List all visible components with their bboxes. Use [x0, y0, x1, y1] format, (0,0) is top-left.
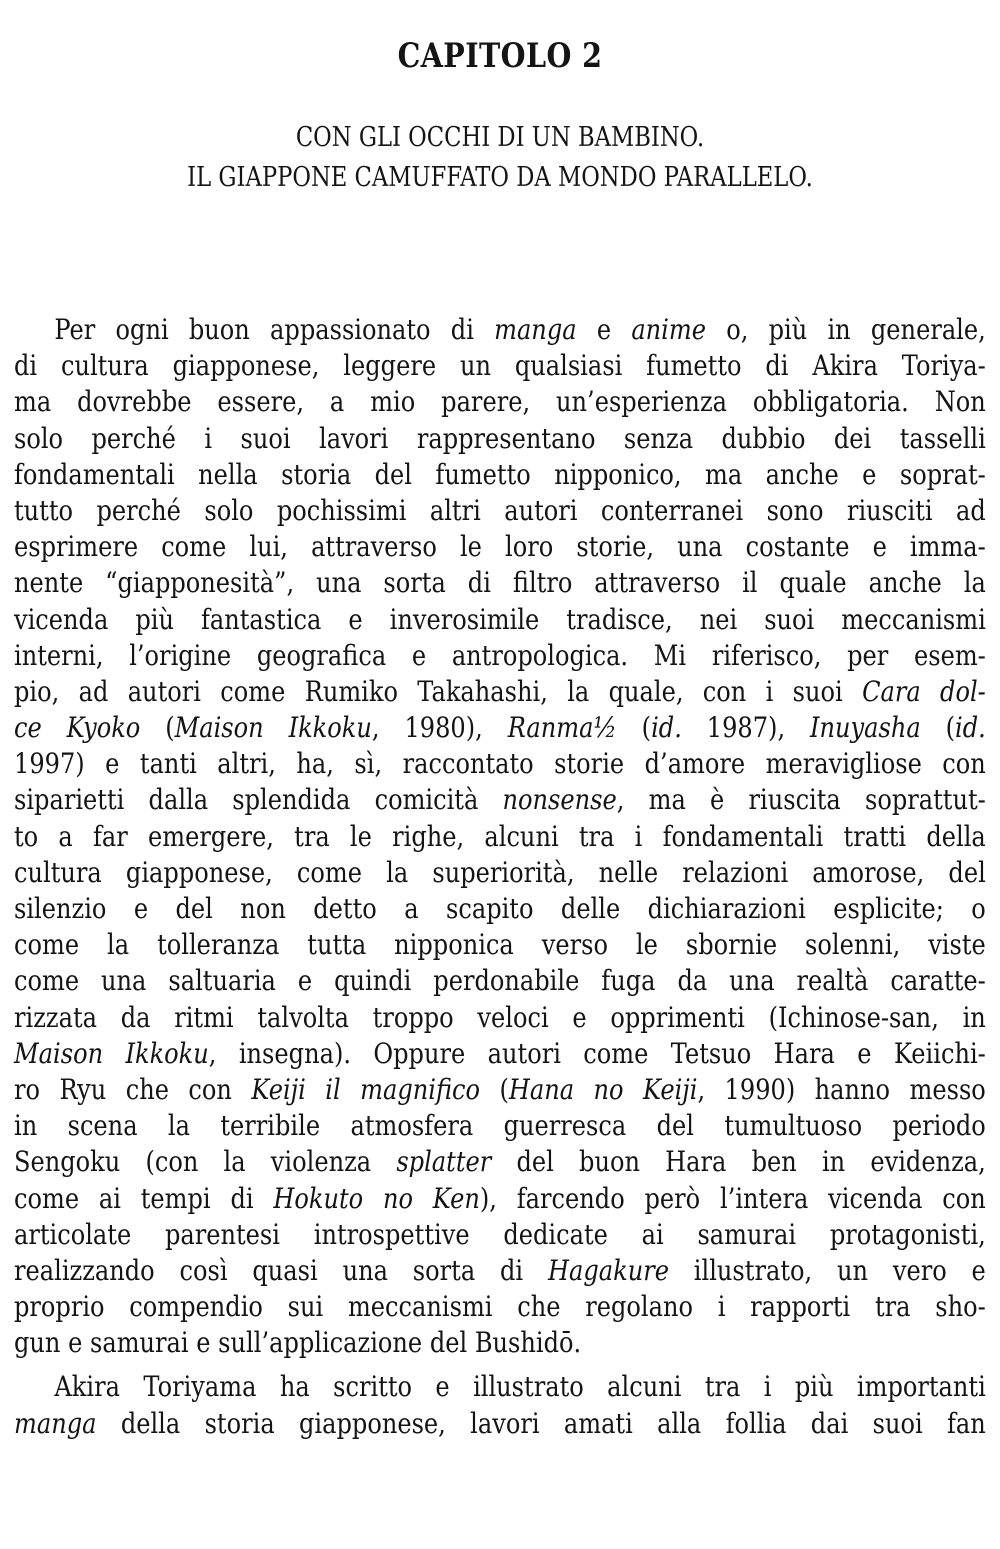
text-run: in scena la terribile atmosfera guerresca del tumultuoso periodo: [14, 1109, 986, 1143]
text-line: [14, 1289, 986, 1325]
italic-text: manga: [14, 1406, 97, 1440]
text-run: ), farcendo però l’intera vicenda con: [479, 1181, 986, 1215]
text-run: siparietti dalla splendida comicità: [14, 783, 503, 817]
text-run: tutto perché solo pochissimi altri autori conterranei sono riusciti ad: [14, 493, 986, 527]
italic-text: Keiji il magnifico: [251, 1072, 480, 1106]
text-run: di cultura giapponese, leggere un qualsiasi fumetto di Akira Toriya-: [14, 349, 986, 383]
text-run: to a far emergere, tra le righe, alcuni tra i fondamentali tratti della: [14, 819, 986, 853]
text-line: [14, 348, 986, 384]
text-line: [14, 529, 986, 565]
italic-text: Hana no Keiji: [508, 1072, 698, 1106]
text-run: fondamentali nella storia del fumetto nipponico, ma anche e soprat-: [14, 457, 986, 491]
text-line: [14, 1144, 986, 1180]
text-line: [14, 819, 986, 855]
text-run: rizzata da ritmi talvolta troppo veloci e opprimenti (Ichinose-san, in: [14, 1000, 986, 1034]
text-run: interni, l’origine geografica e antropologica. Mi riferisco, per esem-: [14, 638, 986, 672]
text-run: , insegna). Oppure autori come Tetsuo Hara e Keiichi-: [208, 1036, 986, 1070]
paragraph-1: [14, 312, 986, 1361]
text-line: [14, 1406, 986, 1442]
text-line: [14, 782, 986, 818]
paragraph-2: [14, 1369, 986, 1441]
text-run: 1997) e tanti altri, ha, sì, raccontato storie d’amore meravigliose con: [14, 747, 986, 781]
chapter-title: CAPITOLO 2: [397, 36, 603, 76]
text-run: (: [920, 711, 956, 745]
text-line: [14, 746, 986, 782]
italic-text: Hagakure: [547, 1253, 669, 1287]
text-line: [14, 1325, 986, 1361]
text-run: della storia giapponese, lavori amati alla follia dai suoi fan: [96, 1406, 986, 1440]
text-run: , ma è riuscita soprattut-: [616, 783, 986, 817]
text-run: (: [616, 711, 652, 745]
chapter-subtitle-line-2: IL GIAPPONE CAMUFFATO DA MONDO PARALLELO.: [187, 162, 813, 193]
italic-text: Maison Ikkoku: [14, 1036, 209, 1070]
body-text: [14, 312, 986, 1442]
text-line: [14, 674, 986, 710]
text-run: vicenda più fantastica e inverosimile tradisce, nei suoi meccanismi: [14, 602, 986, 636]
italic-text: id.: [955, 711, 986, 745]
text-run: 1987),: [681, 711, 811, 745]
text-run: del buon Hara ben in evidenza,: [491, 1145, 986, 1179]
text-run: come la tolleranza tutta nipponica verso le sbornie solenni, viste: [14, 928, 986, 962]
text-run: realizzando così quasi una sorta di: [14, 1253, 548, 1287]
text-line: [14, 891, 986, 927]
text-run: proprio compendio sui meccanismi che regolano i rapporti tra sho-: [14, 1290, 986, 1324]
text-line: [14, 638, 986, 674]
italic-text: Cara dol-: [862, 674, 986, 708]
paragraph-gap: [14, 1361, 986, 1369]
italic-text: Ranma½: [507, 711, 617, 745]
text-run: solo perché i suoi lavori rappresentano senza dubbio dei tasselli: [14, 421, 986, 455]
text-run: cultura giapponese, come la superiorità, nelle relazioni amorose, del: [14, 855, 986, 889]
text-run: pio, ad autori come Rumiko Takahashi, la quale, con i suoi: [14, 674, 863, 708]
text-line: [14, 384, 986, 420]
text-line: [14, 1181, 986, 1217]
italic-text: Hokuto no Ken: [273, 1181, 480, 1215]
text-run: come una saltuaria e quindi perdonabile fuga da una realtà caratte-: [14, 964, 986, 998]
text-run: illustrato, un vero e: [668, 1253, 986, 1287]
text-line: [14, 1253, 986, 1289]
text-line: [14, 602, 986, 638]
text-line: [14, 457, 986, 493]
italic-text: Inuyasha: [810, 711, 921, 745]
text-line: [14, 927, 986, 963]
text-run: silenzio e del non detto a scapito delle dichiarazioni esplicite; o: [14, 892, 986, 925]
text-line: [14, 1217, 986, 1253]
text-line: [14, 565, 986, 601]
text-line: [14, 1036, 986, 1072]
text-line: [14, 855, 986, 891]
italic-text: nonsense: [502, 783, 617, 817]
text-run: esprimere come lui, attraverso le loro storie, una costante e imma-: [14, 530, 986, 564]
text-run: (: [140, 711, 175, 745]
text-line: [14, 1108, 986, 1144]
text-run: Sengoku (con la violenza: [14, 1145, 397, 1179]
text-line: [14, 421, 986, 457]
italic-text: id.: [651, 711, 682, 745]
italic-text: anime: [631, 313, 706, 346]
text-line: [14, 493, 986, 529]
text-run: articolate parentesi introspettive dedicate ai samurai protagonisti,: [14, 1217, 986, 1251]
text-run: , 1980),: [371, 711, 508, 745]
italic-text: Maison Ikkoku: [174, 711, 372, 745]
text-line: [14, 710, 986, 746]
text-run: e: [576, 313, 632, 346]
text-run: ma dovrebbe essere, a mio parere, un’esperienza obbligatoria. Non: [14, 385, 986, 419]
text-run: gun e samurai e sull’applicazione del Bushidō.: [14, 1326, 582, 1360]
text-run: nente “giapponesità”, una sorta di filtro attraverso il quale anche la: [14, 566, 986, 600]
text-run: , 1990) hanno messo: [697, 1072, 986, 1106]
text-run: Per ogni buon appassionato di: [54, 313, 495, 346]
text-run: Akira Toriyama ha scritto e illustrato alcuni tra i più importanti: [54, 1370, 986, 1404]
text-run: ro Ryu che con: [14, 1072, 252, 1106]
text-run: come ai tempi di: [14, 1181, 274, 1215]
text-run: o, più in generale,: [705, 313, 986, 346]
text-line: [14, 1000, 986, 1036]
text-line: [14, 963, 986, 999]
text-run: (: [479, 1072, 509, 1106]
text-line: [14, 1072, 986, 1108]
italic-text: splatter: [396, 1145, 492, 1179]
italic-text: ce Kyoko: [14, 711, 141, 745]
text-line: [14, 1369, 986, 1405]
italic-text: manga: [494, 313, 577, 346]
text-line: [14, 312, 986, 348]
chapter-subtitle-line-1: CON GLI OCCHI DI UN BAMBINO.: [295, 122, 705, 153]
